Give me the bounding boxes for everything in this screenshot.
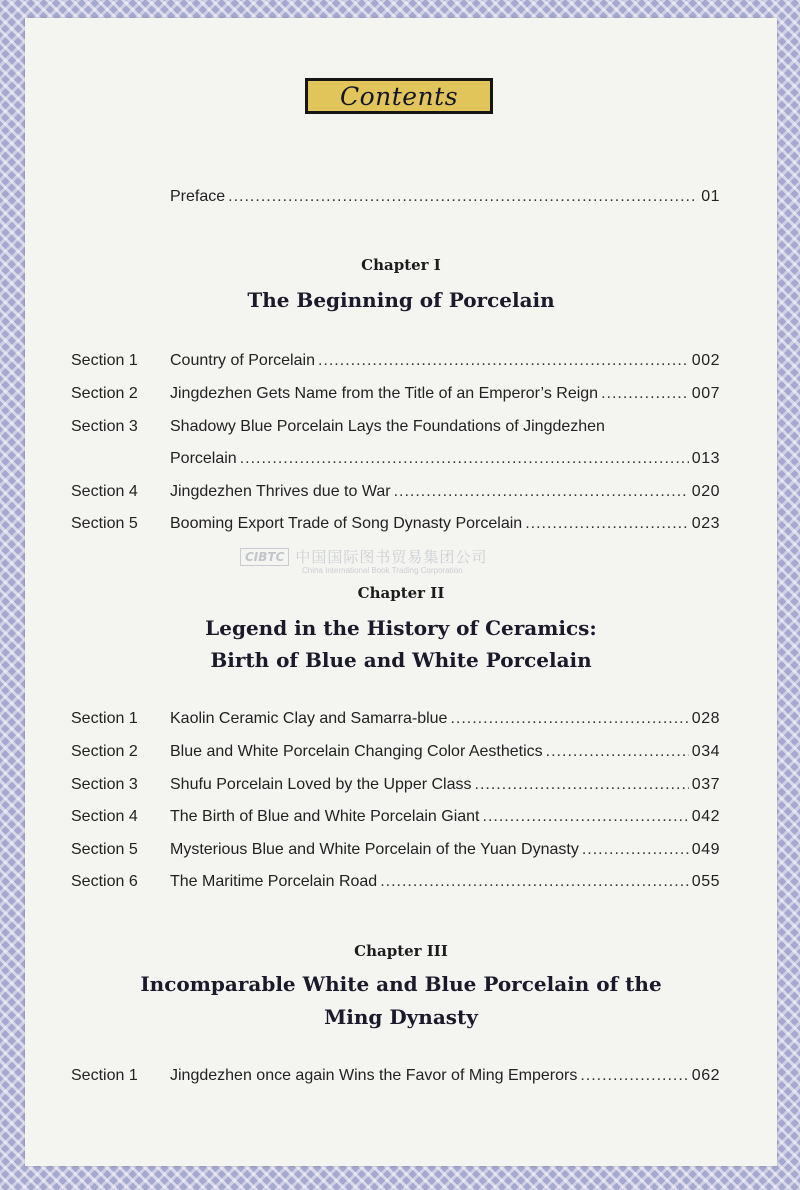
chapter-2-section-1-label: Section 1 [71,710,138,727]
toc-entry[interactable] [170,385,720,409]
section-title: Jingdezhen Thrives due to War [170,483,391,500]
page-number: 042 [691,808,720,825]
leader-dots [394,483,689,501]
toc-entry[interactable] [170,450,720,474]
contents-heading: Contents [305,78,493,114]
leader-dots [450,710,688,728]
leader-dots [475,776,689,794]
chapter-2-section-4-label: Section 4 [71,808,138,825]
chapter-2-section-6-label: Section 6 [71,873,138,890]
toc-entry[interactable] [170,352,720,376]
toc-entry[interactable] [170,515,720,539]
page-number: 013 [691,450,720,467]
section-title: Kaolin Ceramic Clay and Samarra-blue [170,710,448,727]
page-number: 002 [691,352,720,369]
leader-dots [228,188,698,206]
page-number: 028 [691,710,720,727]
leader-dots [582,841,689,859]
section-title: Jingdezhen once again Wins the Favor of Ming Emperors [170,1067,578,1084]
toc-entry[interactable] [170,743,720,767]
watermark-chinese: 中国国际图书贸易集团公司 [295,549,488,566]
chapter-2-section-2-label: Section 2 [71,743,138,760]
chapter-1-section-5-label: Section 5 [71,515,138,532]
page-number: 055 [691,873,720,890]
section-title: Mysterious Blue and White Porcelain of the Yuan Dynasty [170,841,579,858]
chapter-2-section-5-label: Section 5 [71,841,138,858]
chapter-1-section-2-label: Section 2 [71,385,138,402]
page-number: 023 [691,515,720,532]
page-number: 049 [691,841,720,858]
toc-entry[interactable] [170,776,720,800]
watermark-english: China International Book Trading Corporation [302,566,463,575]
toc-entry-preface[interactable] [170,188,720,212]
leader-dots [483,808,689,826]
page-number: 062 [691,1067,720,1084]
chapter-3-label: Chapter III [354,942,448,960]
chapter-1-section-4-label: Section 4 [71,483,138,500]
page-number: 007 [691,385,720,402]
leader-dots [546,743,689,761]
section-title: Jingdezhen Gets Name from the Title of an Emperor’s Reign [170,385,599,402]
section-title: Shufu Porcelain Loved by the Upper Class [170,776,472,793]
chapter-2-label: Chapter II [357,584,445,602]
chapter-3-section-1-label: Section 1 [71,1067,138,1084]
section-title: The Maritime Porcelain Road [170,873,378,890]
chapter-3-title-line-1: Incomparable White and Blue Porcelain of the [140,972,662,996]
chapter-1-label: Chapter I [361,256,441,274]
leader-dots [525,515,689,533]
page-number: 034 [691,743,720,760]
page-number: 037 [691,776,720,793]
preface-title: Preface [170,188,226,205]
section-title: Booming Export Trade of Song Dynasty Porcelain [170,515,523,532]
section-title: Country of Porcelain [170,352,315,369]
leader-dots [240,450,689,468]
toc-entry[interactable] [170,710,720,734]
leader-dots [318,352,689,370]
toc-entry[interactable] [170,873,720,897]
book-page [25,18,777,1166]
chapter-2-title-line-1: Legend in the History of Ceramics: [205,616,597,640]
chapter-1-title: The Beginning of Porcelain [247,288,555,312]
section-title-continuation: Porcelain [170,450,237,467]
page-number: 020 [691,483,720,500]
leader-dots [601,385,689,403]
toc-entry[interactable] [170,483,720,507]
toc-entry[interactable] [170,841,720,865]
chapter-1-section-1-label: Section 1 [71,352,138,369]
section-title: Blue and White Porcelain Changing Color Aesthetics [170,743,543,760]
chapter-2-section-3-label: Section 3 [71,776,138,793]
toc-entry[interactable] [170,808,720,832]
section-title[interactable]: Shadowy Blue Porcelain Lays the Foundations of Jingdezhen [170,418,605,435]
watermark-logo: CIBTC [240,548,289,566]
page-number: 01 [701,188,720,205]
watermark-stamp [240,546,488,575]
leader-dots [580,1067,688,1085]
toc-entry[interactable] [170,1067,720,1091]
chapter-3-title-line-2: Ming Dynasty [324,1005,478,1029]
section-title: The Birth of Blue and White Porcelain Giant [170,808,480,825]
chapter-2-title-line-2: Birth of Blue and White Porcelain [210,648,592,672]
chapter-1-section-3-label: Section 3 [71,418,138,435]
leader-dots [380,873,689,891]
